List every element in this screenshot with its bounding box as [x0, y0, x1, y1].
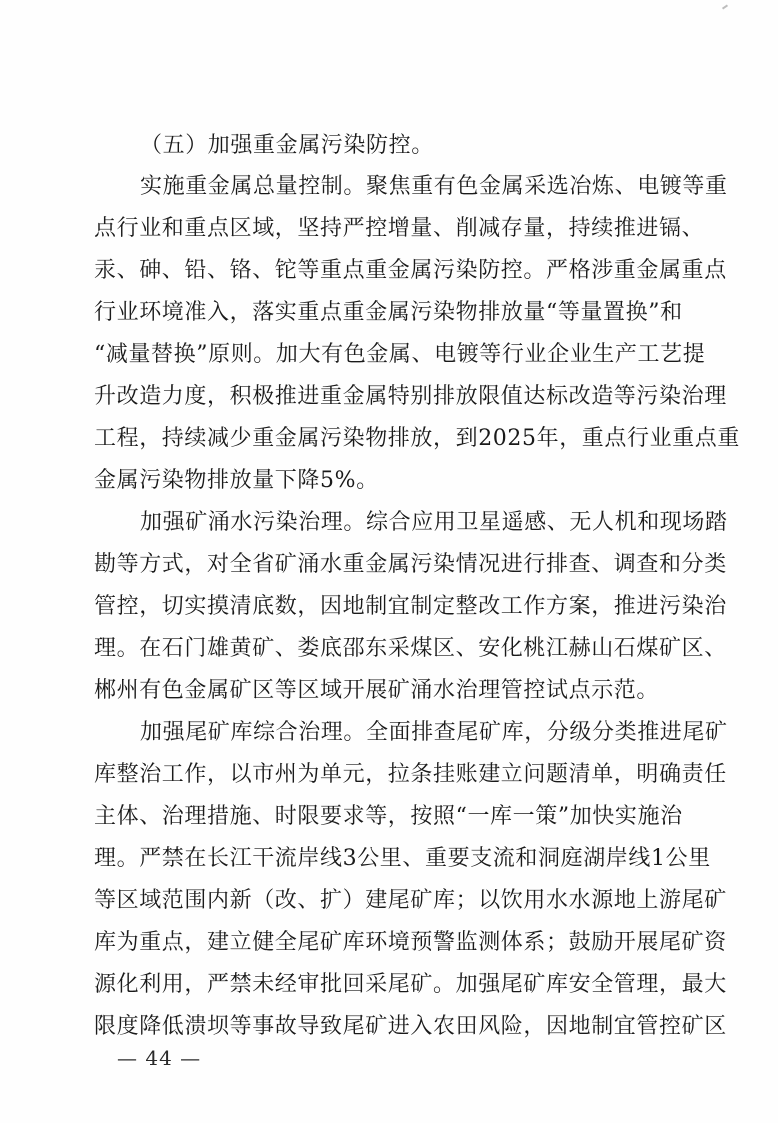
paragraph-3-line-8: 限度降低溃坝等事故导致尾矿进入农田风险，因地制宜管控矿区: [94, 1014, 727, 1039]
paragraph-1-line-3: 汞、砷、铅、铬、铊等重点重金属污染防控。严格涉重金属重点: [94, 258, 727, 283]
paragraph-2-line-3: 管控，切实摸清底数，因地制宜制定整改工作方案，推进污染治: [94, 594, 727, 619]
paragraph-2-line-2: 勘等方式，对全省矿涌水重金属污染情况进行排查、调查和分类: [94, 552, 727, 577]
paragraph-1-line-8: 金属污染物排放量下降5%。: [94, 468, 379, 493]
paragraph-3-line-7: 源化利用，严禁未经审批回采尾矿。加强尾矿库安全管理，最大: [94, 972, 727, 997]
paragraph-1-line-1: 实施重金属总量控制。聚焦重有色金属采选冶炼、电镀等重: [140, 174, 728, 199]
paragraph-1-line-7: 工程，持续减少重金属污染物排放，到2025年，重点行业重点重: [94, 426, 740, 451]
paragraph-2-line-1: 加强矿涌水污染治理。综合应用卫星遥感、无人机和现场踏: [140, 510, 728, 535]
paragraph-3-line-3: 主体、治理措施、时限要求等，按照“一库一策”加快实施治: [94, 804, 683, 829]
paragraph-1-line-2: 点行业和重点区域，坚持严控增量、削减存量，持续推进镉、: [94, 216, 705, 241]
paragraph-2-line-5: 郴州有色金属矿区等区域开展矿涌水治理管控试点示范。: [94, 678, 660, 703]
section-heading: （五）加强重金属污染防控。: [140, 133, 434, 158]
paragraph-3-line-6: 库为重点，建立健全尾矿库环境预警监测体系；鼓励开展尾矿资: [94, 930, 727, 955]
paragraph-1-line-4: 行业环境准入，落实重点重金属污染物排放量“等量置换”和: [94, 300, 683, 325]
paragraph-3-line-4: 理。严禁在长江干流岸线3公里、重要支流和洞庭湖岸线1公里: [94, 846, 711, 871]
paragraph-1-line-5: “减量替换”原则。加大有色金属、电镀等行业企业生产工艺提: [94, 342, 706, 367]
scan-mark: [722, 4, 728, 9]
page-number: — 44 —: [117, 1046, 202, 1070]
paragraph-3-line-1: 加强尾矿库综合治理。全面排查尾矿库，分级分类推进尾矿: [140, 720, 728, 745]
paragraph-3-line-2: 库整治工作，以市州为单元，拉条挂账建立问题清单，明确责任: [94, 762, 727, 787]
paragraph-1-line-6: 升改造力度，积极推进重金属特别排放限值达标改造等污染治理: [94, 384, 727, 409]
paragraph-2-line-4: 理。在石门雄黄矿、娄底邵东采煤区、安化桃江赫山石煤矿区、: [94, 636, 727, 661]
paragraph-3-line-5: 等区域范围内新（改、扩）建尾矿库；以饮用水水源地上游尾矿: [94, 888, 727, 913]
